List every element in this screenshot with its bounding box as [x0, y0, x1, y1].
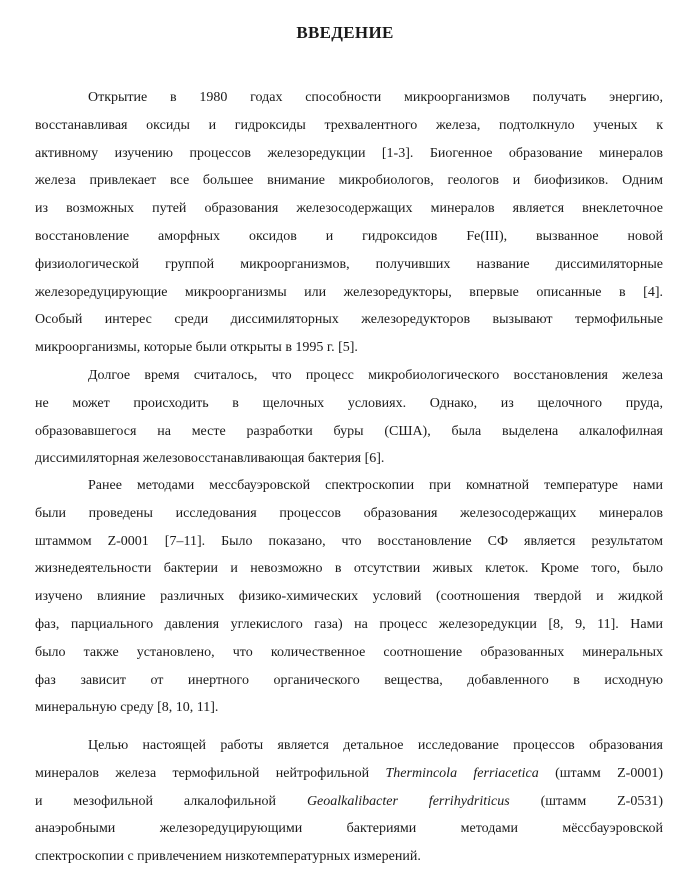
text-line: штаммом Z-0001 [7–11]. Было показано, что восстановление СФ является результатом: [35, 533, 663, 549]
text-line: фаз зависит от инертного органического вещества, добавленного в исходную: [35, 672, 663, 688]
text-span: (штамм Z-0531): [509, 793, 664, 809]
text-line: фаз, парциального давления углекислого газа) на процесс железоредукции [8, 9, 11]. Нами: [35, 616, 663, 632]
text-line: [35, 760, 663, 788]
text-span: минералов железа термофильной нейтрофильной: [35, 765, 386, 781]
paragraph-2: [35, 362, 663, 473]
text-line: не может происходить в щелочных условиях. Однако, из щелочного пруда,: [35, 395, 663, 411]
paragraph-3: [35, 472, 663, 722]
text-line: были проведены исследования процессов образования железосодержащих минералов: [35, 505, 663, 521]
text-line: Долгое время считалось, что процесс микробиологического восстановления железа: [88, 368, 663, 383]
text-line: минеральную среду [8, 10, 11].: [35, 700, 219, 716]
text-line: диссимиляторная железовосстанавливающая бактерия [6].: [35, 451, 385, 467]
text-line: из возможных путей образования железосодержащих минералов является внеклеточное: [35, 201, 663, 217]
text-line: Целью настоящей работы является детальное исследование процессов образования: [88, 738, 663, 753]
text-line: образовавшегося на месте разработки буры (США), была выделена алкалофилная: [35, 423, 663, 439]
species-name: Thermincola ferriacetica: [385, 765, 539, 781]
text-line: [35, 788, 663, 816]
text-line: физиологической группой микроорганизмов, получивших название диссимиляторные: [35, 256, 663, 272]
text-line: восстанавливая оксиды и гидроксиды трехвалентного железа, подтолкнуло ученых к: [35, 117, 663, 133]
text-line: Открытие в 1980 годах способности микроорганизмов получать энергию,: [88, 90, 663, 105]
text-line: изучено влияние различных физико-химических условий (соотношения твердой и жидкой: [35, 589, 663, 605]
text-line: активному изучению процессов железоредукции [1-3]. Биогенное образование минералов: [35, 145, 663, 161]
text-line: микроорганизмы, которые были открыты в 1995 г. [5].: [35, 340, 358, 356]
text-line: жизнедеятельности бактерии и невозможно в отсутствии живых клеток. Кроме того, было: [35, 561, 663, 577]
paragraph-4: [35, 732, 663, 871]
text-line: Ранее методами мессбауэровской спектроскопии при комнатной температуре нами: [88, 478, 663, 493]
text-line: железоредуцирующие микроорганизмы или железоредукторы, впервые описанные в [4].: [35, 284, 663, 300]
species-name: Geoalkalibacter ferrihydriticus: [306, 793, 510, 809]
text-line: было также установлено, что количественное соотношение образованных минеральных: [35, 644, 663, 660]
text-line: Особый интерес среди диссимиляторных железоредукторов вызывают термофильные: [35, 312, 663, 328]
paragraph-1: [35, 84, 663, 362]
text-line: восстановление аморфных оксидов и гидроксидов Fe(III), вызванное новой: [35, 228, 663, 244]
text-span: (штамм Z-0001): [538, 765, 663, 781]
text-line: железа привлекает все большее внимание микробиологов, геологов и биофизиков. Одним: [35, 173, 663, 189]
page-title: ВВЕДЕНИЕ: [296, 23, 394, 42]
text-line: спектроскопии с привлечением низкотемпературных измерений.: [35, 849, 421, 865]
text-line: анаэробными железоредуцирующими бактериями методами мёссбауэровской: [35, 821, 663, 837]
text-span: и мезофильной алкалофильной: [35, 793, 307, 809]
